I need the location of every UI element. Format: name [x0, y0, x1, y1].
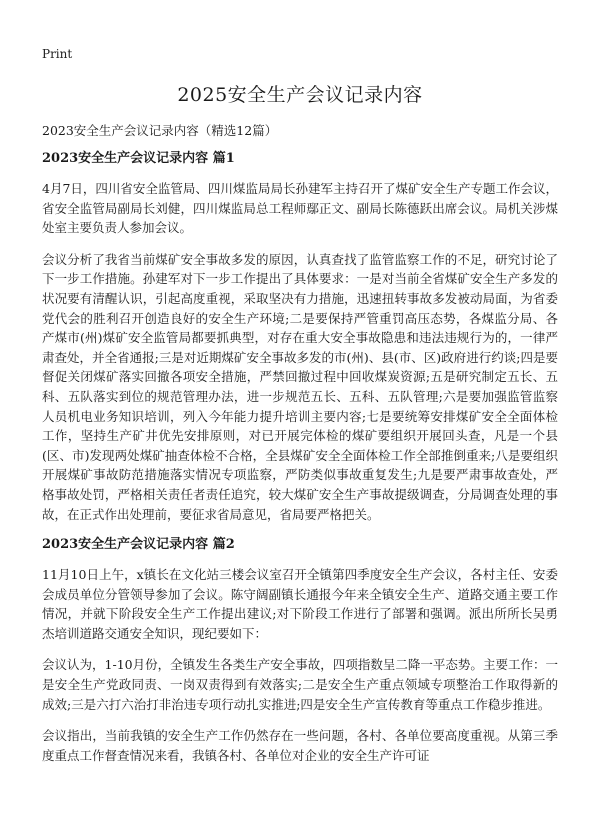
section-1 — [42, 150, 558, 524]
section-heading: 2023安全生产会议记录内容 篇1 — [42, 151, 235, 166]
document-subtitle: 2023安全生产会议记录内容（精选12篇） — [42, 123, 278, 138]
section-2 — [42, 536, 558, 765]
paragraph: 会议指出，当前我镇的安全生产工作仍然存在一些问题，各村、各单位要高度重视。从第三季度重点工作督查情况来看，我镇各村、各单位对企业的安全生产许可证 — [42, 728, 558, 763]
print-link[interactable]: Print — [42, 47, 73, 61]
section-heading: 2023安全生产会议记录内容 篇2 — [42, 537, 235, 553]
paragraph: 4月7日，四川省安全监管局、四川煤监局局长孙建军主持召开了煤矿安全生产专题工作会议，省安全监管局副局长刘健，四川煤监局总工程师鄢正文、副局长陈德跃出席会议。局机关涉煤处室主要负责人参加会议。 — [42, 181, 558, 236]
paragraph: 会议认为，1-10月份，全镇发生各类生产安全事故，四项指数呈二降一平态势。主要工作：一是安全生产党政同责、一岗双责得到有效落实;二是安全生产重点领域专项整治工作取得新的成效;三是六打六治打非治违专项行动扎实推进;四是安全生产宣传教育等重点工作稳步推进。 — [42, 657, 558, 712]
paragraph: 11月10日上午，x镇长在文化站三楼会议室召开全镇第四季度安全生产会议，各村主任、安委会成员单位分管领导参加了会议。陈守阔副镇长通报今年来全镇安全生产、道路交通主要工作情况，并就下阶段安全生产工作提出建议;对下阶段工作进行了部署和强调。派出所所长吴勇杰培训道路交通安全知识，现纪要如下： — [42, 567, 558, 641]
paragraph: 会议分析了我省当前煤矿安全事故多发的原因，认真查找了监管监察工作的不足，研究讨论了下一步工作措施。孙建军对下一步工作提出了具体要求：一是对当前全省煤矿安全生产多发的状况要有清醒认识，引起高度重视，采取坚决有力措施，迅速扭转事故多发被动局面，为省委党代会的胜利召开创造良好的安全生产环境;二是要保持严管重罚高压态势，各煤监分局、各产煤市(州)煤矿安全监管局都要抓典型，对存在重大安全事故隐患和违法违规行为的，一律严肃查处，并全省通报;三是对近期煤矿安全事故多发的市(州)、县(市、区)政府进行约谈;四是要督促关闭煤矿落实回撤各项安全措施，严禁回撤过程中回收煤炭资源;五是研究制定五长、五科、五队落实到位的规范管理办法，进一步规范五长、五科、五队管理;六是要加强监管监察人员机电业务知识培训，列入今年能力提升培训主要内容;七是要统筹安排煤矿安全全面体检工作，坚持生产矿井优先安排原则，对已开展完体检的煤矿要组织开展回头查，凡是一个县(区、市)发现两处煤矿抽查体检不合格，全县煤矿安全全面体检工作全部推倒重来;八是要组织开展煤矿事故防范措施落实情况专项监察，严防类似事故重复发生;九是要严肃事故查处，严格事故处罚，严格相关责任者责任追究，较大煤矿安全生产事故提级调查，分局调查处理的事故，在正式作出处理前，要征求省局意见，省局要严格把关。 — [42, 251, 558, 522]
page-title: 2025安全生产会议记录内容 — [177, 84, 423, 106]
document-body — [42, 150, 558, 777]
